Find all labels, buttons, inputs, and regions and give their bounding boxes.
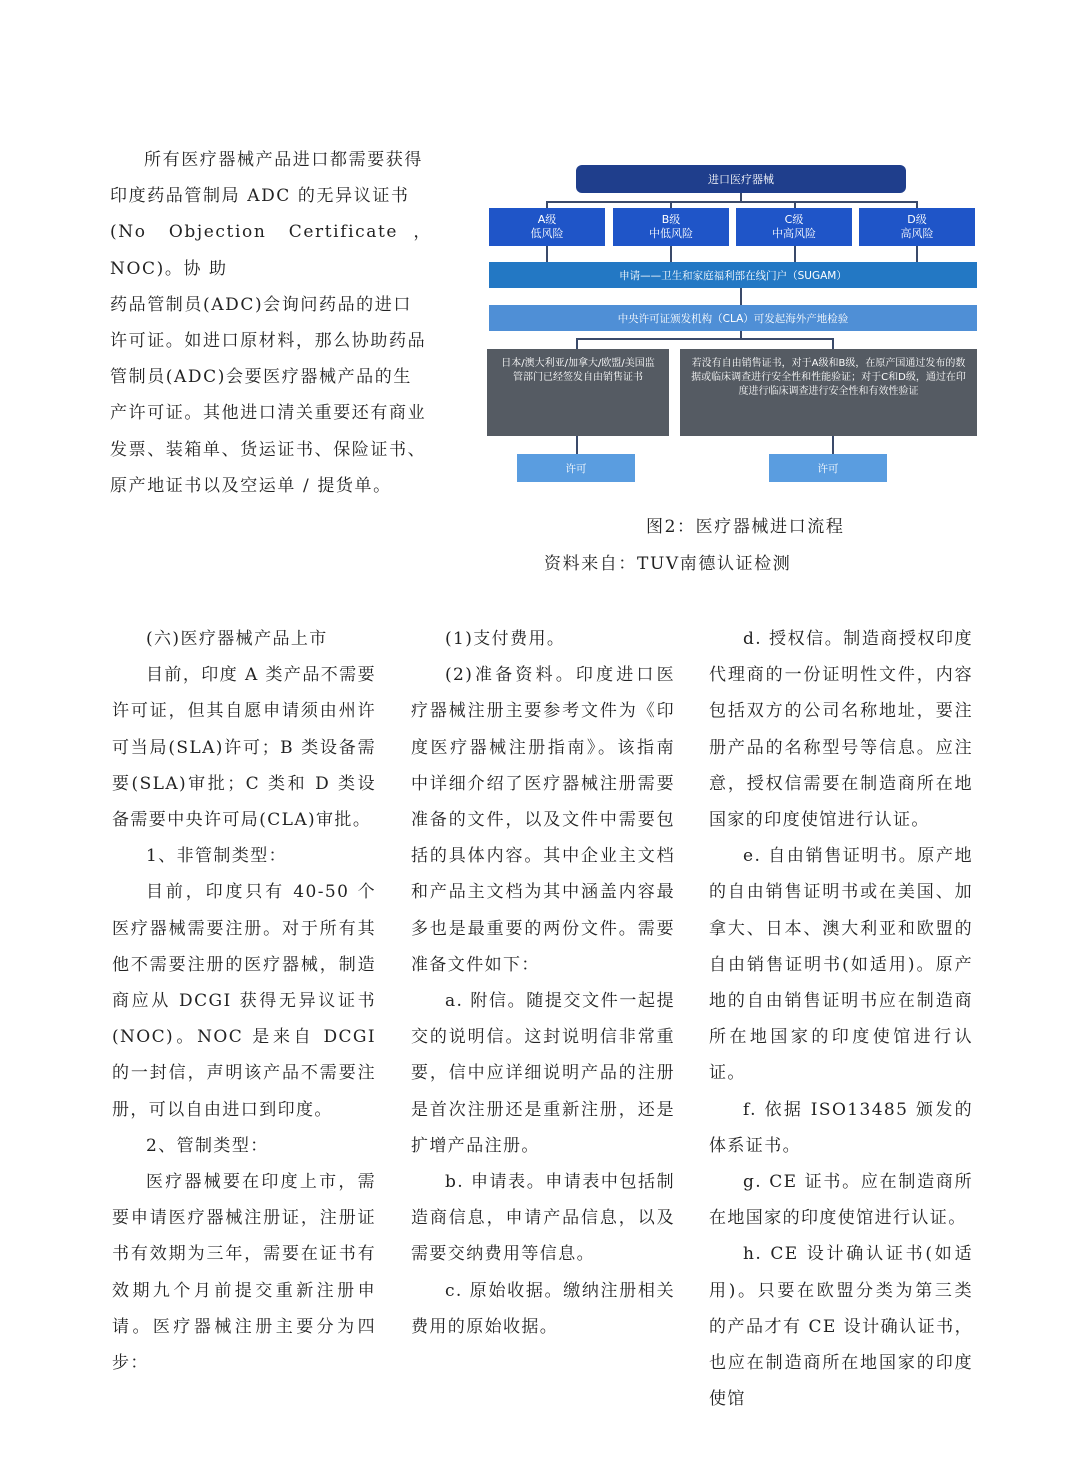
risk-node-b: [613, 208, 729, 246]
risk-node-d: [859, 208, 975, 246]
connector-line: [794, 246, 796, 262]
risk-level: 低风险: [530, 227, 564, 240]
risk-grade: D级: [907, 213, 927, 226]
connector-line: [832, 338, 834, 349]
flow-cla-node: 中央许可证颁发机构（CLA）可发起海外产地检验: [489, 305, 977, 331]
connector-line: [546, 201, 548, 208]
risk-grade: A级: [537, 213, 557, 226]
intro-line: 所有医疗器械产品进口都需要获得: [144, 150, 423, 170]
connector-line: [740, 193, 742, 201]
intro-line: 药品管制员(ADC)会询问药品的进口: [110, 294, 412, 315]
connector-line: [740, 288, 742, 305]
col1-paragraph: (六)医疗器械产品上市: [146, 629, 328, 649]
col1-paragraph: 目前，印度 A 类产品不需要许可证，但其自愿申请须由州许可当局(SLA)许可；B 类设备需要(SLA)审批；C 类和 D 类设备需要中央许可局(CLA)审批。: [112, 665, 376, 831]
connector-line: [794, 201, 796, 208]
col3-paragraph: f. 依据 ISO13485 颁发的体系证书。: [709, 1099, 973, 1156]
col2-paragraph: b. 申请表。申请表中包括制造商信息，申请产品信息，以及需要交纳费用等信息。: [411, 1172, 675, 1265]
flow-permit-left: 许可: [517, 454, 635, 482]
col2-paragraph: (2)准备资料。印度进口医疗器械注册主要参考文件为《印度医疗器械注册指南》。该指南中详细介绍了医疗器械注册需要准备的文件，以及文件中需要包括的具体内容。其中企业主文档和产品主文档为其中涵盖内容最多也是最重要的两份文件。需要准备文件如下：: [411, 665, 675, 975]
connector-line: [670, 201, 672, 208]
risk-level: 中低风险: [649, 227, 693, 240]
connector-line: [576, 338, 834, 340]
col1-paragraph: 医疗器械要在印度上市，需要申请医疗器械注册证，注册证书有效期为三年，需要在证书有效期九个月前提交重新注册申请。医疗器械注册主要分为四步：: [112, 1172, 376, 1374]
connector-line: [740, 331, 742, 338]
intro-line: 管制员(ADC)会要医疗器械产品的生: [110, 367, 412, 388]
connector-line: [546, 246, 548, 262]
figure-source: 资料来自：TUV南德认证检测: [544, 554, 792, 574]
import-flowchart: [486, 165, 978, 485]
risk-grade: B级: [661, 213, 681, 226]
connector-line: [832, 436, 834, 454]
risk-grade: C级: [784, 213, 804, 226]
column-2: [411, 621, 675, 1345]
risk-node-a: [489, 208, 605, 246]
connector-line: [916, 246, 918, 262]
intro-line: 许可证。如进口原材料，那么协助药品: [110, 331, 427, 352]
risk-node-c: [736, 208, 852, 246]
risk-level: 高风险: [900, 227, 934, 240]
intro-line: 原产地证书以及空运单 / 提货单。: [110, 475, 392, 496]
intro-line: 产许可证。其他进口清关重要还有商业: [110, 403, 427, 424]
connector-line: [576, 338, 578, 349]
flow-top-node: 进口医疗器械: [576, 165, 906, 193]
col2-paragraph: (1)支付费用。: [445, 629, 566, 649]
column-3: [709, 621, 973, 1417]
flow-right-condition: 若没有自由销售证书，对于A级和B级，在原产国通过发布的数据或临床调查进行安全性和性能验证；对于C和D级，通过在印度进行临床调查进行安全性和有效性验证: [680, 349, 977, 436]
column-1: [112, 621, 376, 1381]
col3-paragraph: h. CE 设计确认证书(如适用)。只要在欧盟分类为第三类的产品才有 CE 设计确认证书，也应在制造商所在地国家的印度使馆: [709, 1244, 973, 1410]
intro-paragraph: [110, 142, 432, 504]
connector-line: [916, 201, 918, 208]
intro-line: (No Objection Certificate，NOC)。协 助: [110, 222, 432, 279]
risk-level: 中高风险: [772, 227, 816, 240]
intro-line: 印度药品管制局 ADC 的无异议证书: [110, 186, 410, 207]
flow-permit-right: 许可: [769, 454, 887, 482]
col3-paragraph: d. 授权信。制造商授权印度代理商的一份证明性文件，内容包括双方的公司名称地址，要注册产品的名称型号等信息。应注意，授权信需要在制造商所在地国家的印度使馆进行认证。: [709, 629, 973, 831]
col3-paragraph: g. CE 证书。应在制造商所在地国家的印度使馆进行认证。: [709, 1172, 973, 1229]
col1-paragraph: 1、非管制类型：: [146, 846, 288, 867]
flow-apply-node: 申请——卫生和家庭福利部在线门户（SUGAM）: [489, 262, 977, 288]
col3-paragraph: e. 自由销售证明书。原产地的自由销售证明书或在美国、加拿大、日本、澳大利亚和欧盟的自由销售证明书(如适用)。原产地的自由销售证明书应在制造商所在地国家的印度使馆进行认证。: [709, 846, 973, 1084]
col1-paragraph: 目前，印度只有 40-50 个医疗器械需要注册。对于所有其他不需要注册的医疗器械，制造商应从 DCGI 获得无异议证书(NOC)。NOC 是来自 DCGI 的一封信，声明该产品不需要注册，可以自由进口到印度。: [112, 882, 376, 1120]
connector-line: [546, 201, 918, 203]
col1-paragraph: 2、管制类型：: [146, 1135, 269, 1156]
intro-line: 发票、装箱单、货运证书、保险证书、: [110, 439, 427, 460]
connector-line: [670, 246, 672, 262]
col2-paragraph: c. 原始收据。缴纳注册相关费用的原始收据。: [411, 1280, 675, 1337]
col2-paragraph: a. 附信。随提交文件一起提交的说明信。这封说明信非常重要，信中应详细说明产品的注册是首次注册还是重新注册，还是扩增产品注册。: [411, 991, 675, 1156]
figure-caption: 图2：医疗器械进口流程: [646, 517, 845, 537]
flow-left-condition: 日本/澳大利亚/加拿大/欧盟/美国监管部门已经签发自由销售证书: [487, 349, 669, 436]
connector-line: [576, 436, 578, 454]
